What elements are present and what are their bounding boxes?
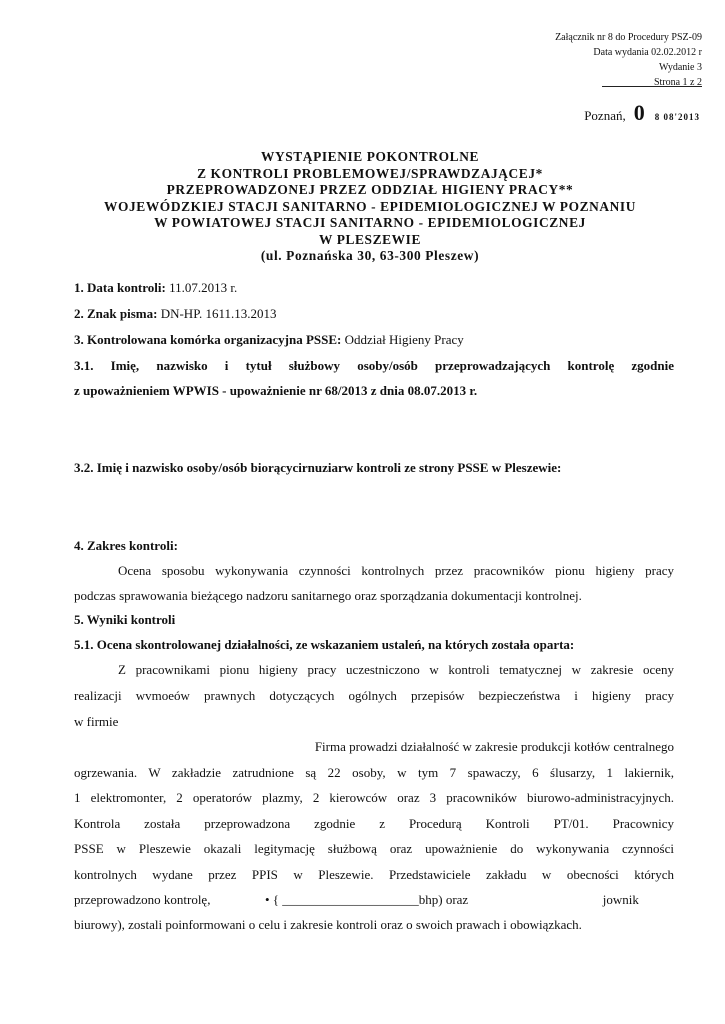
section-4-text: Ocena sposobu wykonywania czynności kontrolnych przez pracowników pionu higieny pracy — [118, 563, 674, 578]
city: Poznań, — [584, 108, 626, 123]
field-label: 2. Znak pisma: — [74, 306, 158, 321]
text-fragment: przeprowadzono kontrolę, — [74, 892, 211, 907]
section-5-heading: 5. Wyniki kontroli — [74, 612, 176, 627]
header-underline — [602, 86, 702, 87]
title-line: WYSTĄPIENIE POKONTROLNE — [260, 149, 480, 164]
place-date — [584, 100, 700, 126]
section-4-text: podczas sprawowania bieżącego nadzoru sanitarnego oraz sporządzania dokumentacji kontrolnej. — [74, 588, 582, 603]
reference-number — [74, 306, 674, 322]
field-value: DN-HP. 1611.13.2013 — [160, 306, 277, 321]
title-line: Z KONTROLI PROBLEMOWEJ/SPRAWDZAJĄCEJ* — [197, 165, 543, 181]
organizational-unit — [74, 332, 674, 348]
body-line: realizacji wvmoeów prawnych dotyczących ogólnych przepisów bezpieczeństwa i higieny pracy — [74, 688, 674, 703]
title-line: PRZEPROWADZONEJ PRZEZ ODDZIAŁ HIGIENY PRACY** — [166, 182, 574, 197]
section-4-heading: 4. Zakres kontroli: — [74, 538, 178, 553]
body-line: 1 elektromonter, 2 operatorów plazmy, 2 kierowców oraz 3 pracowników biurowo-administracyjnych. — [74, 790, 674, 805]
body-line: Z pracownikami pionu higieny pracy uczestniczono w kontroli tematycznej w zakresie oceny — [118, 662, 674, 677]
body-line: biurowy), zostali poinformowani o celu i zakresie kontroli oraz o swoich prawach i obowiązkach. — [74, 917, 582, 932]
document-title — [60, 149, 680, 265]
title-line: W PLESZEWIE — [319, 231, 421, 247]
body-line: w firmie — [74, 714, 119, 729]
field-label: 3. Kontrolowana komórka organizacyjna PSSE: — [74, 332, 342, 347]
body-line: Kontrola została przeprowadzona zgodnie z Procedurą Kontroli PT/01. Pracownicy — [74, 816, 674, 831]
field-value: 11.07.2013 r. — [169, 280, 238, 295]
header-line: Data wydania 02.02.2012 r — [593, 47, 702, 58]
title-line: W POWIATOWEJ STACJI SANITARNO - EPIDEMIOLOGICZNEJ — [154, 215, 586, 230]
body-line: ogrzewania. W zakładzie zatrudnione są 22 osoby, w tym 7 spawaczy, 6 ślusarzy, 1 lakiernik, — [74, 765, 674, 780]
header-line: Strona 1 z 2 — [653, 77, 702, 88]
field-value: Oddział Higieny Pracy — [344, 332, 464, 347]
text-fragment: • { — [264, 892, 279, 907]
date-stamp-digit: 0 — [633, 100, 647, 125]
body-line: Firma prowadzi działalność w zakresie produkcji kotłów centralnego — [314, 739, 674, 754]
text-fragment: jownik — [602, 892, 639, 907]
body-line-with-blanks — [74, 892, 674, 908]
document-header — [442, 30, 702, 90]
body-line: kontrolnych wydane przez PPIS w Pleszewie. Przedstawiciele zakładu w obecności których — [74, 867, 674, 882]
title-line: (ul. Poznańska 30, 63-300 Pleszew) — [260, 248, 480, 263]
control-date — [74, 280, 674, 296]
section-3-2: 3.2. Imię i nazwisko osoby/osób biorącycirnuziarw kontroli ze strony PSSE w Pleszewie: — [74, 460, 562, 475]
date-stamp: 8 08'2013 — [654, 112, 700, 122]
text-fragment: _____________________bhp) oraz — [282, 892, 469, 907]
section-5-1-heading: 5.1. Ocena skontrolowanej działalności, ze wskazaniem ustaleń, na których została oparta: — [74, 637, 575, 652]
header-line: Wydanie 3 — [659, 62, 702, 73]
field-label: 1. Data kontroli: — [74, 280, 166, 295]
body-line: PSSE w Pleszewie okazali legitymację służbową oraz upoważnienie do wykonywania czynności — [74, 841, 674, 856]
section-3-1-line: 3.1. Imię, nazwisko i tytuł służbowy osoby/osób przeprowadzających kontrolę zgodnie — [74, 358, 674, 373]
section-3-1-line: z upoważnieniem WPWIS - upoważnienie nr 68/2013 z dnia 08.07.2013 r. — [74, 383, 478, 398]
header-line: Załącznik nr 8 do Procedury PSZ-09 — [555, 32, 702, 43]
title-line: WOJEWÓDZKIEJ STACJI SANITARNO - EPIDEMIOLOGICZNEJ W POZNANIU — [103, 198, 637, 214]
